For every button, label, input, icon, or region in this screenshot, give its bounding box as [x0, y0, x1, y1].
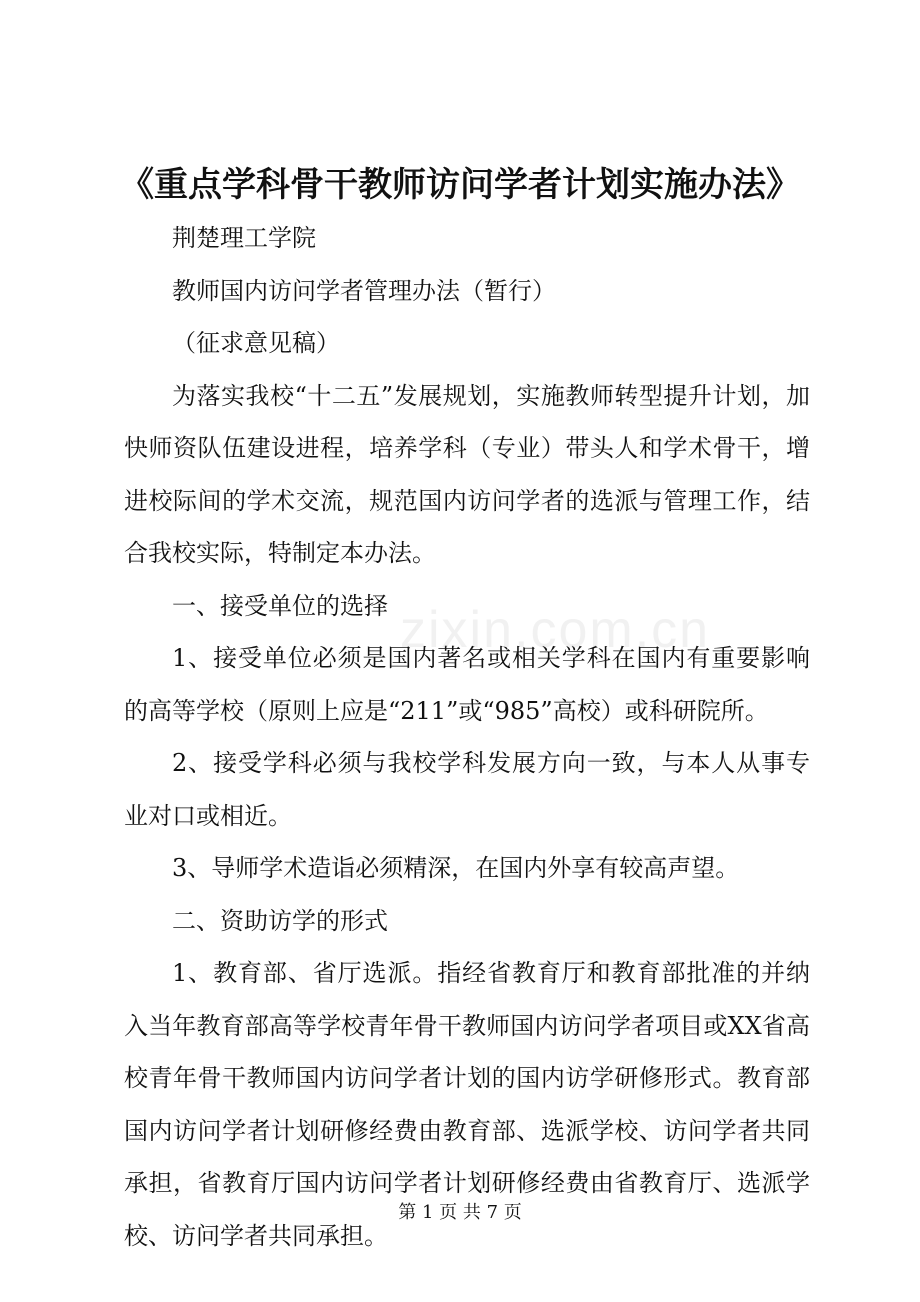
institution-name: 荆楚理工学院: [172, 224, 316, 252]
clause-1-1: 1、接受单位必须是国内著名或相关学科在国内有重要影响的高等学校（原则上应是“211”或“985”高校）或科研院所。: [124, 644, 810, 725]
section-heading-1: 一、接受单位的选择: [172, 591, 388, 620]
document-body: [124, 212, 810, 1262]
site-watermark: zixin.com.cn: [400, 601, 711, 659]
regulation-name: 教师国内访问学者管理办法（暂行）: [172, 276, 556, 305]
document-title: 《重点学科骨干教师访问学者计划实施办法》: [120, 165, 800, 205]
clause-1-2: 2、接受学科必须与我校学科发展方向一致，与本人从事专业对口或相近。: [124, 749, 810, 830]
clause-1-3: 3、导师学术造诣必须精深，在国内外享有较高声望。: [172, 854, 740, 882]
draft-note: （征求意见稿）: [172, 329, 340, 357]
preamble-paragraph: 为落实我校“十二五”发展规划，实施教师转型提升计划，加快师资队伍建设进程，培养学科（专业）带头人和学术骨干，增进校际间的学术交流，规范国内访问学者的选派与管理工作，结合我校实际，特制定本办法。: [124, 381, 810, 567]
clause-2-1: 1、教育部、省厅选派。指经省教育厅和教育部批准的并纳入当年教育部高等学校青年骨干教师国内访问学者项目或XX省高校青年骨干教师国内访问学者计划的国内访学研修形式。教育部国内访问学者计划研修经费由教育部、选派学校、访问学者共同承担，省教育厅国内访问学者计划研修经费由省教育厅、选派学校、访问学者共同承担。: [124, 959, 810, 1250]
page-footer: 第 1 页 共 7 页: [398, 1202, 522, 1223]
section-heading-2: 二、资助访学的形式: [172, 906, 388, 935]
